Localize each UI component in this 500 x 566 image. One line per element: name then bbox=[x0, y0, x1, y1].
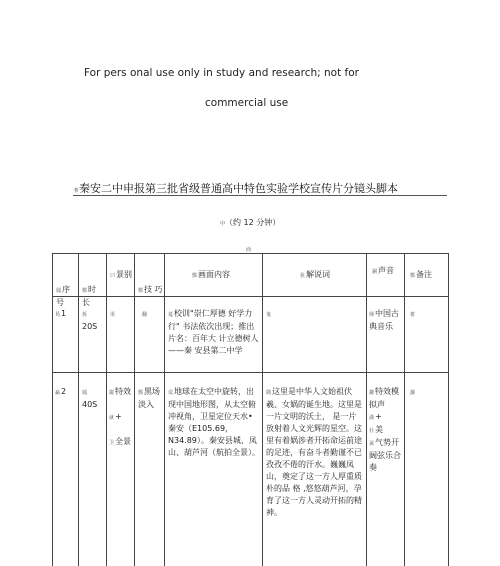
row2-sound-text: 特效模拟声 bbox=[369, 387, 400, 409]
col-line-3 bbox=[134, 253, 135, 566]
header-seq-marker: 鳳 bbox=[56, 288, 62, 294]
document-title bbox=[74, 180, 398, 196]
row2-remark bbox=[410, 386, 446, 399]
row1-remark bbox=[410, 308, 446, 321]
row2-shot-marker: 巖 bbox=[109, 390, 115, 396]
row2-seq bbox=[55, 386, 77, 399]
row1-seq-text: 1 bbox=[61, 309, 67, 318]
row2-content bbox=[168, 386, 260, 459]
title-marker: 析 bbox=[74, 188, 80, 194]
row2-shot-text: 特效 bbox=[115, 387, 132, 396]
row2-shot-extra2-marker: 卫 bbox=[109, 440, 115, 446]
header-sound bbox=[372, 265, 404, 278]
small-mark: 而 bbox=[246, 247, 252, 253]
row2-seq-text: 2 bbox=[61, 387, 67, 396]
title-text: 秦安二中申报第三批省级普通高中特色实验学校宣传片分镜头脚本 bbox=[79, 182, 399, 195]
row2-shot-extra: + bbox=[115, 412, 122, 421]
header-content-marker: 鄭 bbox=[192, 273, 198, 279]
header-content-text: 画面内容 bbox=[198, 270, 231, 279]
table-header-bottom bbox=[52, 296, 448, 297]
row2-seq-marker: 赢 bbox=[55, 390, 61, 396]
header-tech-text: 技 巧 bbox=[144, 285, 163, 294]
row1-sound-text: 中国古典音乐 bbox=[369, 309, 400, 331]
row2-remark-marker: 濂 bbox=[410, 390, 416, 396]
row2-content-text: 地球在太空中旋转，出现中国地形图，从太空俯冲视角，卫星定位天水•秦安（E105.69，N34.89）。秦安县城、凤山、葫芦河（航拍全景）。 bbox=[168, 387, 260, 457]
row2-time-marker: 鳳 bbox=[82, 390, 88, 396]
header-time-marker: 鄭 bbox=[82, 288, 88, 294]
duration-marker: 中 bbox=[220, 221, 226, 227]
row1-shot bbox=[110, 308, 132, 321]
header-seq-text: 序 号 bbox=[56, 285, 71, 307]
header-narration-text: 解说词 bbox=[306, 270, 331, 279]
header-narration bbox=[300, 269, 366, 282]
row2-sound bbox=[369, 386, 401, 474]
header-tech bbox=[138, 284, 164, 297]
row1-seq-marker: 曷 bbox=[55, 312, 61, 318]
row1-tech-marker: 翻 bbox=[142, 312, 148, 318]
table-top-border bbox=[52, 253, 448, 254]
row2-shot-extra-marker: 就 bbox=[109, 415, 115, 421]
header-remark bbox=[410, 269, 448, 282]
title-underline bbox=[73, 195, 447, 196]
row2-time-text: 40S bbox=[82, 400, 98, 409]
disclaimer-line-2: commercial use bbox=[205, 97, 289, 109]
row1-time-marker: 拆 bbox=[82, 312, 88, 318]
row2-narration bbox=[266, 386, 364, 519]
row2-sound-extra: + bbox=[375, 412, 382, 421]
col-line-7 bbox=[404, 253, 405, 566]
row2-shot bbox=[109, 386, 133, 449]
row1-sound-marker: 揮 bbox=[369, 312, 375, 318]
row2-tech bbox=[138, 386, 162, 411]
row1-tech bbox=[142, 308, 162, 321]
header-sound-text: 声音 bbox=[378, 266, 395, 275]
row1-content bbox=[168, 308, 260, 357]
row2-shot-extra2: 全景 bbox=[115, 437, 132, 446]
row2-sound-extra3: 气势开阔弦乐合奏 bbox=[369, 438, 401, 472]
col-line-2 bbox=[106, 253, 107, 566]
col-line-1 bbox=[78, 253, 79, 566]
row2-content-marker: 谎 bbox=[168, 390, 174, 396]
row1-content-text: 校训"崇仁厚德 好学力行" 书法依次出现；推出片名：百年大 计立德树人——秦 安县第二中学 bbox=[168, 309, 259, 355]
duration-text: （约 12 分钟） bbox=[225, 218, 281, 227]
row1-remark-marker: 蓄 bbox=[410, 312, 416, 318]
row2-time bbox=[82, 386, 104, 411]
header-narration-marker: 犹 bbox=[300, 273, 306, 279]
col-line-8 bbox=[448, 253, 449, 566]
row2-sound-extra-marker: 滿 bbox=[369, 415, 375, 421]
row1-seq bbox=[55, 308, 77, 321]
header-tech-marker: 鄭 bbox=[138, 288, 144, 294]
row2-tech-text: 黑场淡入 bbox=[138, 387, 161, 409]
header-remark-marker: 鄭 bbox=[410, 273, 416, 279]
table-row-separator bbox=[52, 372, 448, 373]
col-line-4 bbox=[164, 253, 165, 566]
row1-content-marker: 蔓 bbox=[168, 312, 174, 318]
row1-sound bbox=[369, 308, 401, 333]
duration-note bbox=[220, 217, 280, 228]
row1-narration bbox=[266, 308, 364, 321]
row1-narration-marker: 鬼 bbox=[266, 312, 272, 318]
col-line-6 bbox=[366, 253, 367, 566]
row2-narration-text: 这里是中华人文始祖伏羲、女娲的诞生地。这里是一片文明的沃土， 是一片放射着人文光辉的星空。这里有着娲渉者开拓命运前途的足迹，有奋斗者勤谨不已孜孜不倦的汗水。巍巍凤山，奠定了这一方人厚重质朴的品 格 ,悠悠葫芦河，孕育了这一方人灵动开拓的精神。 bbox=[266, 387, 362, 517]
col-line-5 bbox=[262, 253, 263, 566]
row1-time bbox=[82, 308, 104, 333]
header-content bbox=[192, 269, 262, 282]
header-shot bbox=[110, 269, 134, 282]
header-sound-marker: 銅 bbox=[372, 269, 378, 275]
disclaimer-line-1: For pers onal use only in study and research; not for bbox=[84, 67, 359, 79]
col-line-0 bbox=[52, 253, 53, 566]
row2-sound-extra2-marker: 社 bbox=[369, 428, 375, 434]
header-seq bbox=[56, 284, 78, 309]
header-shot-text: 景别 bbox=[116, 270, 133, 279]
header-remark-text: 备注 bbox=[416, 270, 433, 279]
row2-sound-marker: 鎌 bbox=[369, 390, 375, 396]
row2-sound-extra2: 美 bbox=[375, 425, 384, 434]
row2-narration-marker: 隅 bbox=[266, 390, 272, 396]
row2-sound-extra3-marker: 孫 bbox=[369, 441, 375, 447]
row2-tech-marker: 鄭 bbox=[138, 390, 144, 396]
row1-time-text: 20S bbox=[82, 322, 98, 331]
header-time-text: 时 长 bbox=[82, 285, 97, 307]
row1-shot-marker: 渠 bbox=[110, 312, 116, 318]
header-shot-marker: 曰 bbox=[110, 273, 116, 279]
header-time bbox=[82, 284, 106, 309]
